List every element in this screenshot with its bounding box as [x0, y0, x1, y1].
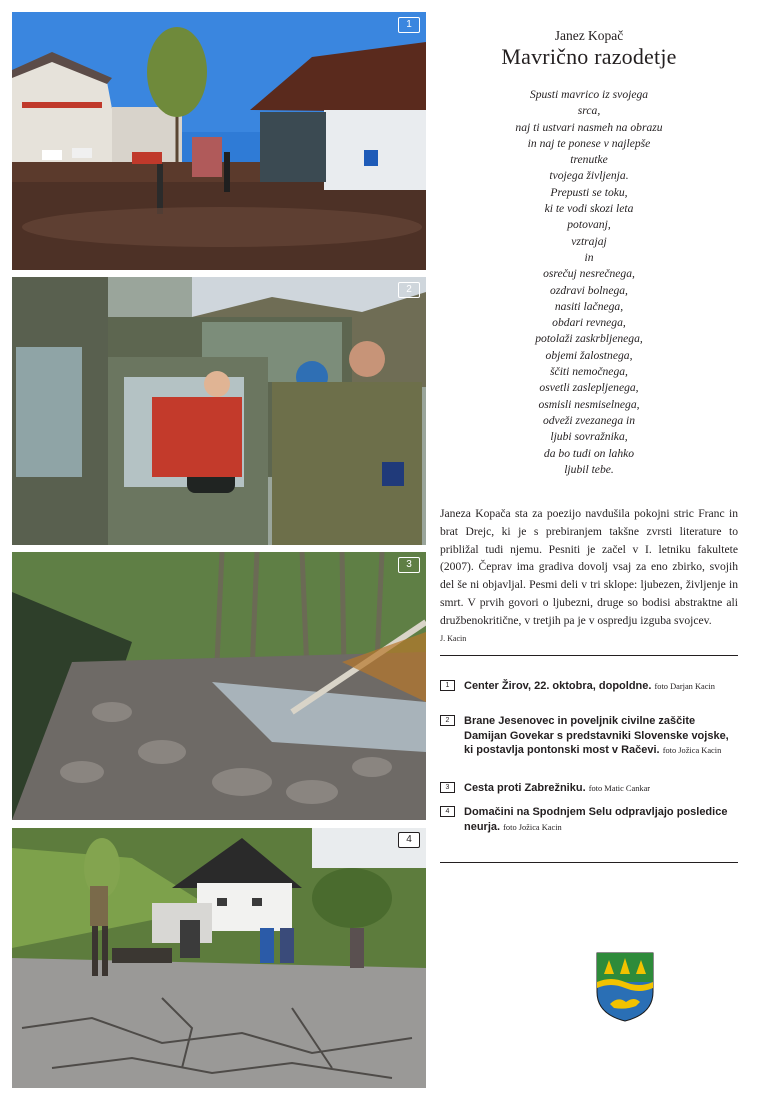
- photo-4-image: [12, 828, 426, 1088]
- photo-1-image: [12, 12, 426, 270]
- caption-1: [440, 679, 738, 695]
- poem-line: ljubil tebe.: [564, 462, 614, 476]
- photo-4: [12, 828, 426, 1088]
- caption-text: Domačini na Spodnjem Selu odpravljajo posledice neurja.: [464, 806, 728, 833]
- caption-number: 2: [440, 715, 455, 726]
- photo-number-badge: 4: [398, 832, 420, 848]
- photo-3: [12, 552, 426, 820]
- photo-number-badge: 1: [398, 17, 420, 33]
- caption-4: [440, 805, 738, 835]
- photo-3-image: [12, 552, 426, 820]
- caption-text: Brane Jesenovec in poveljnik civilne zaščite Damijan Govekar s predstavniki Slovenske vojske, ki postavlja pontonski most v Račevi.: [464, 715, 729, 756]
- poem-line: srca,: [577, 104, 601, 118]
- photo-1: [12, 12, 426, 270]
- poem-line: naj ti ustvari nasmeh na obrazu: [515, 120, 663, 134]
- bio-signature: J. Kacin: [440, 633, 467, 643]
- poem-line: potolaži zaskrbljenega,: [535, 332, 643, 346]
- poem-line: odveži zvezanega in: [542, 413, 636, 427]
- caption-credit: foto Darjan Kacin: [654, 682, 715, 691]
- photo-2-image: [12, 277, 426, 545]
- photo-number-badge: 2: [398, 282, 420, 298]
- poem-line: osmisli nesmiselnega,: [538, 397, 640, 411]
- poem-line: da bo tudi on lahko: [543, 446, 635, 460]
- poem-body: [440, 87, 738, 478]
- caption-number: 3: [440, 782, 455, 793]
- photo-number-badge: 3: [398, 557, 420, 573]
- poem-line: trenutke: [570, 153, 608, 167]
- poem-line: vztrajaj: [571, 234, 607, 248]
- poem-line: obdari revnega,: [552, 316, 626, 330]
- poem-line: in naj te ponese v najlepše: [527, 136, 651, 150]
- poem-line: ljubi sovražnika,: [550, 430, 628, 444]
- poem-line: tvojega življenja.: [549, 169, 629, 183]
- poem-line: Prepusti se toku,: [550, 185, 628, 199]
- poem-line: nasiti lačnega,: [554, 299, 624, 313]
- caption-text: Center Žirov, 22. oktobra, dopoldne.: [464, 680, 652, 692]
- caption-number: 4: [440, 806, 455, 817]
- municipal-coat-of-arms-icon: [596, 952, 654, 1022]
- poem-line: objemi žalostnega,: [545, 348, 633, 362]
- poem-line: in: [584, 250, 594, 264]
- poem-line: ki te vodi skozi leta: [544, 202, 634, 216]
- caption-2: [440, 714, 738, 759]
- divider-top: [440, 655, 738, 656]
- caption-3: [440, 781, 738, 797]
- caption-number: 1: [440, 680, 455, 691]
- poem-line: potovanj,: [567, 218, 611, 232]
- caption-credit: foto Jožica Kacin: [662, 746, 722, 755]
- poem-line: Spusti mavrico iz svojega: [529, 88, 649, 101]
- divider-bottom: [440, 862, 738, 863]
- photo-2: [12, 277, 426, 545]
- poem-line: ščiti nemočnega,: [550, 365, 628, 379]
- caption-text: Cesta proti Zabrežniku.: [464, 782, 586, 794]
- caption-credit: foto Jožica Kacin: [503, 822, 562, 832]
- poem-author: Janez Kopač: [554, 28, 624, 43]
- caption-credit: foto Matic Cankar: [588, 784, 651, 793]
- poem-line: osvetli zaslepljenega,: [539, 381, 639, 395]
- poem-line: osrečuj nesrečnega,: [543, 267, 635, 281]
- poem-line: ozdravi bolnega,: [550, 283, 628, 297]
- author-bio: [440, 505, 738, 647]
- poem-title: Mavrično razodetje: [501, 44, 677, 69]
- bio-text: Janeza Kopača sta za poezijo navdušila pokojni stric Franc in brat Drejc, ki je s prebiranjem takšne zvrsti literature to približal tudi njemu. Pesniti je začel v I. letniku fakultete (2007). Čeprav ima gradiva dovolj vsaj za eno zbirko, svojih del še ni objavljal. Pesmi deli v tri sklope: ljubezen, življenje in smrt. V prvih govori o ljubezni, druge so bodisi abstraktne ali družbenokritične, v tretjih pa je v ospredju izguba svojcev.: [440, 507, 738, 627]
